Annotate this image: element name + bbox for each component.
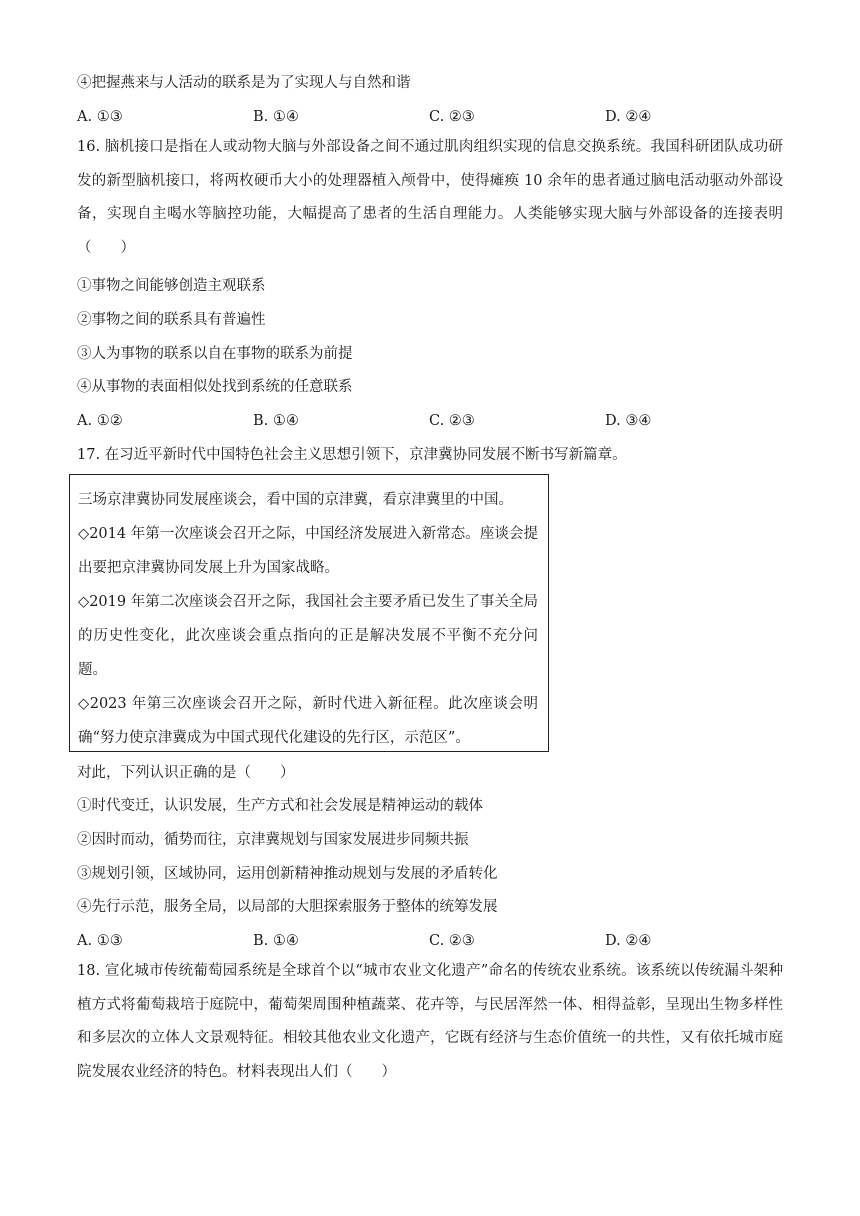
q16-item-2: ②事物之间的联系具有普遍性 (77, 312, 266, 328)
q17-material-text (78, 483, 538, 755)
q15-item-4: ④把握燕来与人活动的联系是为了实现人与自然和谐 (77, 75, 411, 91)
q16-option-c[interactable]: C. ②③ (429, 413, 475, 429)
q16-item-4: ④从事物的表面相似处找到系统的任意联系 (77, 379, 353, 395)
q17-options (77, 931, 777, 951)
q16-options (77, 411, 777, 431)
q15-option-c[interactable]: C. ②③ (429, 109, 475, 125)
q17-item-3: ③规划引领，区域协同，运用创新精神推动规划与发展的矛盾转化 (77, 866, 498, 882)
q17-option-c[interactable]: C. ②③ (429, 933, 475, 949)
q16-option-d[interactable]: D. ③④ (605, 413, 652, 429)
q15-option-a[interactable]: A. ①③ (77, 109, 123, 125)
q16-stem: 16. 脑机接口是指在人或动物大脑与外部设备之间不通过肌肉组织实现的信息交换系统。我国科研团队成功研发的新型脑机接口，将两枚硬币大小的处理器植入颅骨中，使得瘫痪 10 余年的患者通过脑电活动驱动外部设备，实现自主喝水等脑控功能，大幅提高了患者的生活自理能力。人类能够实现大脑与外部设备的连接表明（ ） (77, 139, 783, 256)
q17-option-d[interactable]: D. ②④ (605, 933, 652, 949)
q15-option-b[interactable]: B. ①④ (253, 109, 299, 125)
q17-material-2014: ◇2014 年第一次座谈会召开之际，中国经济发展进入新常态。座谈会提出要把京津冀协同发展上升为国家战略。 (78, 526, 538, 576)
q17-item-1: ①时代变迁，认识发展，生产方式和社会发展是精神运动的载体 (77, 798, 483, 814)
q17-option-a[interactable]: A. ①③ (77, 933, 123, 949)
q17-item-4: ④先行示范，服务全局，以局部的大胆探索服务于整体的统筹发展 (77, 899, 498, 915)
q16-item-3: ③人为事物的联系以自在事物的联系为前提 (77, 346, 353, 362)
q18-stem: 18. 宣化城市传统葡萄园系统是全球首个以“城市农业文化遗产”命名的传统农业系统。该系统以传统漏斗架种植方式将葡萄栽培于庭院中，葡萄架周围种植蔬菜、花卉等，与民居浑然一体、相得益彰，呈现出生物多样性和多层次的立体人文景观特征。相较其他农业文化遗产，它既有经济与生态价值统一的共性，又有依托城市庭院发展农业经济的特色。材料表现出人们（ ） (77, 963, 783, 1080)
q17-material-box (69, 474, 549, 752)
q16-option-b[interactable]: B. ①④ (253, 413, 299, 429)
q17-material-2019: ◇2019 年第二次座谈会召开之际，我国社会主要矛盾已发生了事关全局的历史性变化，此次座谈会重点指向的正是解决发展不平衡不充分问题。 (78, 594, 538, 678)
q17-question: 对此，下列认识正确的是（ ） (77, 765, 295, 781)
q17-stem: 17. 在习近平新时代中国特色社会主义思想引领下，京津冀协同发展不断书写新篇章。 (77, 447, 627, 463)
q17-item-2: ②因时而动，循势而往，京津冀规划与国家发展进步同频共振 (77, 832, 469, 848)
q15-option-d[interactable]: D. ②④ (605, 109, 652, 125)
q16-item-1: ①事物之间能够创造主观联系 (77, 278, 266, 294)
q15-options (77, 107, 777, 127)
q16-option-a[interactable]: A. ①② (77, 413, 123, 429)
q17-material-2023: ◇2023 年第三次座谈会召开之际，新时代进入新征程。此次座谈会明确“努力使京津冀成为中国式现代化建设的先行区，示范区”。 (78, 696, 538, 746)
q17-option-b[interactable]: B. ①④ (253, 933, 299, 949)
q17-material-intro: 三场京津冀协同发展座谈会，看中国的京津冀，看京津冀里的中国。 (78, 492, 513, 508)
